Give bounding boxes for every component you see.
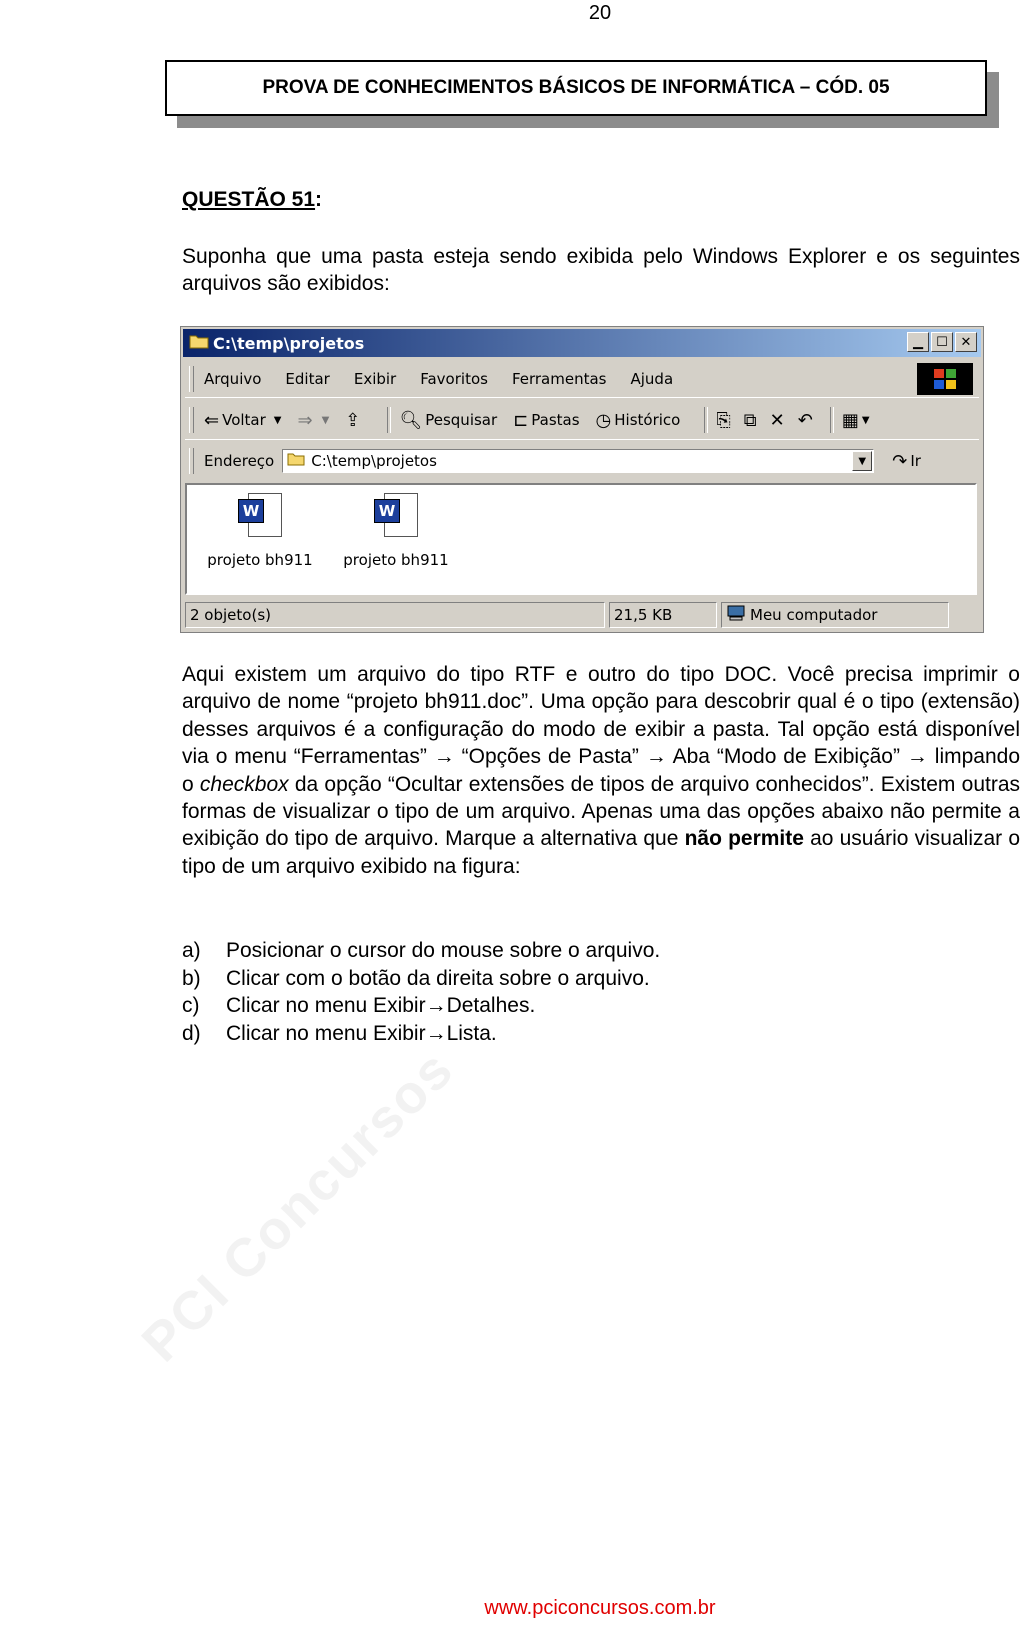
window-title: C:\temp\projetos — [213, 333, 365, 353]
history-button[interactable] — [596, 410, 681, 431]
answer-options — [182, 937, 660, 1047]
history-label: Histórico — [614, 411, 681, 429]
menu-ajuda[interactable]: Ajuda — [630, 370, 674, 388]
address-folder-icon — [287, 452, 305, 470]
address-input[interactable] — [282, 449, 874, 473]
status-objects: 2 objeto(s) — [185, 602, 605, 628]
body-part3: ao usuário visualizar o tipo de um arquivo exibido na figura: — [182, 827, 1020, 878]
watermark: PCI Concursos — [130, 1038, 466, 1374]
status-size: 21,5 KB — [609, 602, 717, 628]
back-button[interactable] — [204, 410, 281, 431]
question-colon: : — [315, 188, 323, 211]
status-bar — [181, 598, 983, 632]
file-view — [185, 483, 977, 595]
folders-button[interactable] — [513, 410, 579, 431]
option-text: Clicar com o botão da direita sobre o arquivo. — [226, 966, 650, 990]
maximize-icon[interactable]: ☐ — [931, 332, 953, 352]
back-label: Voltar — [222, 411, 266, 429]
close-icon[interactable]: ✕ — [955, 332, 977, 352]
header-title: PROVA DE CONHECIMENTOS BÁSICOS DE INFORMÁTICA – CÓD. 05 — [165, 60, 987, 116]
question-title — [182, 188, 322, 212]
address-bar — [185, 443, 979, 479]
option-b — [182, 965, 660, 993]
back-arrow-icon: ⇐ — [204, 409, 220, 431]
file-name: projeto bh911 — [207, 551, 313, 569]
views-icon: ▦ — [841, 409, 859, 431]
windows-logo-icon — [917, 363, 973, 395]
up-folder-icon: ⇪ — [345, 409, 361, 431]
menu-arquivo[interactable]: Arquivo — [204, 370, 262, 388]
delete-icon: ✕ — [769, 409, 785, 431]
move-to-icon: ⎘ — [716, 409, 731, 431]
file-item[interactable] — [331, 493, 461, 569]
my-computer-icon — [726, 605, 746, 625]
question-intro: Suponha que uma pasta esteja sendo exibida pelo Windows Explorer e os seguintes arquivos são exibidos: — [182, 245, 1020, 296]
folders-icon: ⊏ — [513, 409, 529, 431]
views-dropdown-icon[interactable]: ▼ — [861, 414, 870, 426]
address-grip — [189, 448, 194, 474]
file-item[interactable] — [195, 493, 325, 569]
copy-to-button[interactable] — [744, 410, 760, 431]
menu-editar[interactable]: Editar — [285, 370, 330, 388]
option-text: Clicar no menu Exibir→Lista. — [226, 1021, 497, 1045]
option-letter: c) — [182, 994, 200, 1017]
delete-button[interactable] — [770, 410, 788, 431]
forward-dropdown-icon[interactable]: ▼ — [321, 414, 330, 426]
status-location-label: Meu computador — [750, 606, 878, 624]
go-label: Ir — [910, 452, 921, 470]
body-part2: da opção “Ocultar extensões de tipos de arquivo conhecidos”. Existem outras formas de visualizar o tipo de um arquivo. Apenas uma das opções abaixo não permite a exibição do tipo de arquivo. Marque a alternativa que — [182, 772, 1020, 851]
forward-arrow-icon: ⇒ — [297, 409, 313, 431]
menu-bar — [185, 361, 979, 398]
history-icon: ◷ — [595, 409, 612, 431]
toolbar-separator — [830, 407, 834, 433]
address-dropdown-icon[interactable]: ▼ — [852, 451, 872, 471]
question-body — [182, 661, 1020, 880]
option-letter: a) — [182, 939, 201, 962]
toolbar-separator — [704, 407, 708, 433]
move-to-button[interactable] — [716, 410, 733, 431]
up-folder-button[interactable] — [345, 410, 363, 431]
word-document-icon: W — [374, 493, 418, 537]
address-value: C:\temp\projetos — [311, 452, 437, 470]
explorer-window — [180, 326, 984, 633]
file-name: projeto bh911 — [343, 551, 449, 569]
undo-icon: ↶ — [797, 409, 813, 431]
option-letter: d) — [182, 1021, 201, 1045]
minimize-icon[interactable]: ▁ — [907, 332, 929, 352]
option-text: Posicionar o cursor do mouse sobre o arquivo. — [226, 939, 661, 962]
forward-button[interactable] — [297, 410, 329, 431]
option-c — [182, 992, 660, 1020]
window-controls — [907, 332, 977, 352]
back-dropdown-icon[interactable]: ▼ — [273, 414, 282, 426]
go-arrow-icon: ↷ — [892, 450, 908, 472]
option-text: Clicar no menu Exibir→Detalhes. — [226, 994, 536, 1017]
menu-favoritos[interactable]: Favoritos — [420, 370, 488, 388]
question-label: QUESTÃO 51 — [182, 188, 316, 211]
body-italic: checkbox — [199, 772, 289, 796]
go-button[interactable] — [892, 451, 921, 472]
menu-grip — [189, 366, 194, 392]
body-bold: não permite — [684, 827, 804, 851]
body-part1: Aqui existem um arquivo do tipo RTF e outro do tipo DOC. Você precisa imprimir o arquivo de nome “projeto bh911.doc”. Uma opção para descobrir qual é o tipo (extensão) desses arquivos é a configuração do modo de exibir a pasta. Tal opção está disponível via o menu “Ferramentas” → “Opções de Pasta” → Aba “Modo de Exibição” → limpando o — [182, 663, 1020, 796]
toolbar-grip — [189, 407, 194, 433]
search-button[interactable] — [399, 410, 497, 431]
title-bar — [183, 329, 981, 357]
address-label: Endereço — [204, 452, 275, 470]
menu-exibir[interactable]: Exibir — [353, 370, 397, 388]
exam-header — [165, 60, 987, 116]
page-number: 20 — [588, 2, 612, 24]
search-label: Pesquisar — [425, 411, 498, 429]
option-a — [182, 937, 660, 965]
undo-button[interactable] — [798, 410, 816, 431]
folder-icon — [189, 333, 209, 353]
views-button[interactable] — [842, 410, 870, 431]
option-letter: b) — [182, 966, 201, 990]
folders-label: Pastas — [531, 411, 580, 429]
toolbar-separator — [387, 407, 391, 433]
word-document-icon: W — [238, 493, 282, 537]
status-location — [721, 602, 949, 628]
search-icon: 🔍︎ — [399, 409, 423, 431]
standard-toolbar — [185, 401, 979, 440]
copy-to-icon: ⧉ — [743, 409, 757, 431]
menu-ferramentas[interactable]: Ferramentas — [511, 370, 607, 388]
footer-url: www.pciconcursos.com.br — [484, 1597, 716, 1619]
